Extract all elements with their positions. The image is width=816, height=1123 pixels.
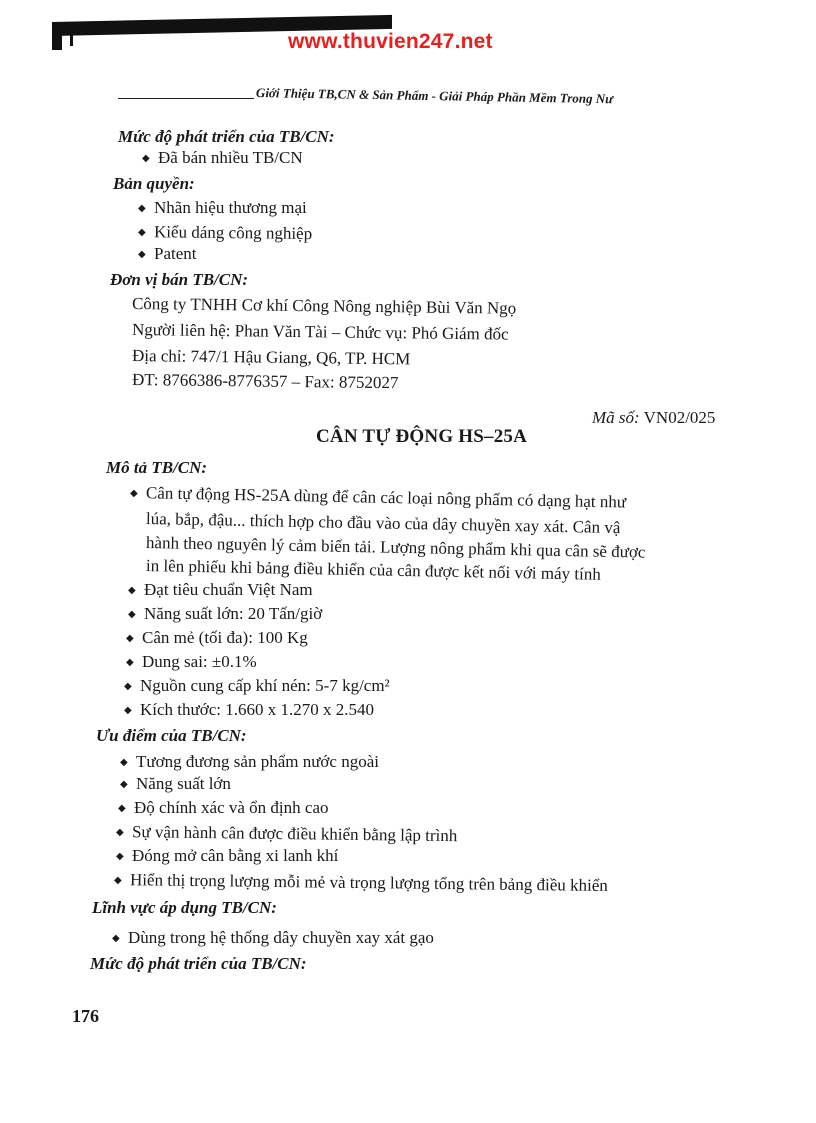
list-item: ◆ Kiểu dáng công nghiệp xyxy=(137,222,313,244)
scan-edge-mark xyxy=(70,30,73,46)
advantage-item: ◆ Năng suất lớn xyxy=(120,774,231,793)
bullet-icon: ◆ xyxy=(120,757,128,768)
spec-item: ◆ Năng suất lớn: 20 Tấn/giờ xyxy=(128,604,323,623)
bullet-icon: ◆ xyxy=(115,827,124,839)
spec-item: ◆ Đạt tiêu chuẩn Việt Nam xyxy=(128,580,313,599)
bullet-icon: ◆ xyxy=(113,875,122,887)
description-line: hành theo nguyên lý cảm biến tải. Lượng nông phẩm khi qua cân sẽ được xyxy=(145,533,646,562)
scan-edge-mark xyxy=(52,30,62,50)
field-item: ◆ Dùng trong hệ thống dây chuyền xay xát gạo xyxy=(112,928,434,947)
bullet-icon: ◆ xyxy=(116,851,124,862)
section-heading-development: Mức độ phát triển của TB/CN: xyxy=(118,127,335,146)
header-rule xyxy=(118,98,254,99)
description-line: in lên phiếu khi bảng điều khiển của cân được kết nối với máy tính xyxy=(145,556,602,584)
bullet-icon: ◆ xyxy=(120,779,128,790)
advantage-item: ◆ Độ chính xác và ổn định cao xyxy=(118,798,329,817)
list-item: ◆ Nhãn hiệu thương mại xyxy=(138,198,307,217)
advantage-item: ◆ Sự vận hành cân được điều khiển bằng lập trình xyxy=(115,822,458,846)
seller-address: Địa chỉ: 747/1 Hậu Giang, Q6, TP. HCM xyxy=(131,346,411,369)
spec-item: ◆ Dung sai: ±0.1% xyxy=(126,652,257,671)
seller-phone: ĐT: 8766386-8776357 – Fax: 8752027 xyxy=(131,370,399,393)
bullet-icon: ◆ xyxy=(129,488,138,500)
section-heading-field: Lĩnh vực áp dụng TB/CN: xyxy=(92,898,277,917)
bullet-icon: ◆ xyxy=(138,249,146,260)
product-code: Mã số: VN02/025 xyxy=(592,408,716,427)
description-line: lúa, bắp, đậu... thích hợp cho đầu vào của dây chuyền xay xát. Cân vậ xyxy=(145,509,621,538)
watermark-link[interactable]: www.thuvien247.net xyxy=(288,30,493,53)
product-title: CÂN TỰ ĐỘNG HS–25A xyxy=(316,426,528,447)
bullet-icon: ◆ xyxy=(138,203,146,214)
running-header: Giới Thiệu TB,CN & Sản Phẩm - Giải Pháp Phần Mềm Trong Nư xyxy=(255,85,614,107)
list-item: ◆ Patent xyxy=(138,244,197,263)
bullet-icon: ◆ xyxy=(126,633,134,644)
seller-company: Công ty TNHH Cơ khí Công Nông nghiệp Bùi Văn Ngọ xyxy=(131,294,517,318)
section-heading-copyright: Bản quyền: xyxy=(113,174,195,193)
advantage-item: ◆ Đóng mở cân bằng xi lanh khí xyxy=(116,846,339,865)
list-item: ◆ Đã bán nhiều TB/CN xyxy=(142,148,303,167)
bullet-icon: ◆ xyxy=(137,227,146,239)
description-line: ◆ Cân tự động HS-25A dùng để cân các loại nông phẩm có dạng hạt như xyxy=(129,483,627,512)
advantage-item: ◆ Hiển thị trọng lượng mỗi mẻ và trọng lượng tổng trên bảng điều khiển xyxy=(113,870,608,896)
section-heading-advantages: Ưu điểm của TB/CN: xyxy=(96,726,247,745)
bullet-icon: ◆ xyxy=(124,705,132,716)
section-heading-description: Mô tả TB/CN: xyxy=(106,458,208,477)
advantage-item: ◆ Tương đương sản phẩm nước ngoài xyxy=(120,752,379,771)
spec-item: ◆ Cân mẻ (tối đa): 100 Kg xyxy=(126,628,308,647)
bullet-icon: ◆ xyxy=(142,153,150,164)
bullet-icon: ◆ xyxy=(126,657,134,668)
bullet-icon: ◆ xyxy=(112,933,120,944)
section-heading-seller: Đơn vị bán TB/CN: xyxy=(110,270,249,289)
bullet-icon: ◆ xyxy=(128,609,136,620)
page-number: 176 xyxy=(72,1006,99,1026)
spec-item: ◆ Nguồn cung cấp khí nén: 5-7 kg/cm² xyxy=(124,676,390,695)
seller-contact: Người liên hệ: Phan Văn Tài – Chức vụ: Phó Giám đốc xyxy=(131,320,509,344)
section-heading-development-2: Mức độ phát triển của TB/CN: xyxy=(90,954,307,973)
spec-item: ◆ Kích thước: 1.660 x 1.270 x 2.540 xyxy=(124,700,374,719)
bullet-icon: ◆ xyxy=(118,803,126,814)
bullet-icon: ◆ xyxy=(124,681,132,692)
bullet-icon: ◆ xyxy=(128,585,136,596)
